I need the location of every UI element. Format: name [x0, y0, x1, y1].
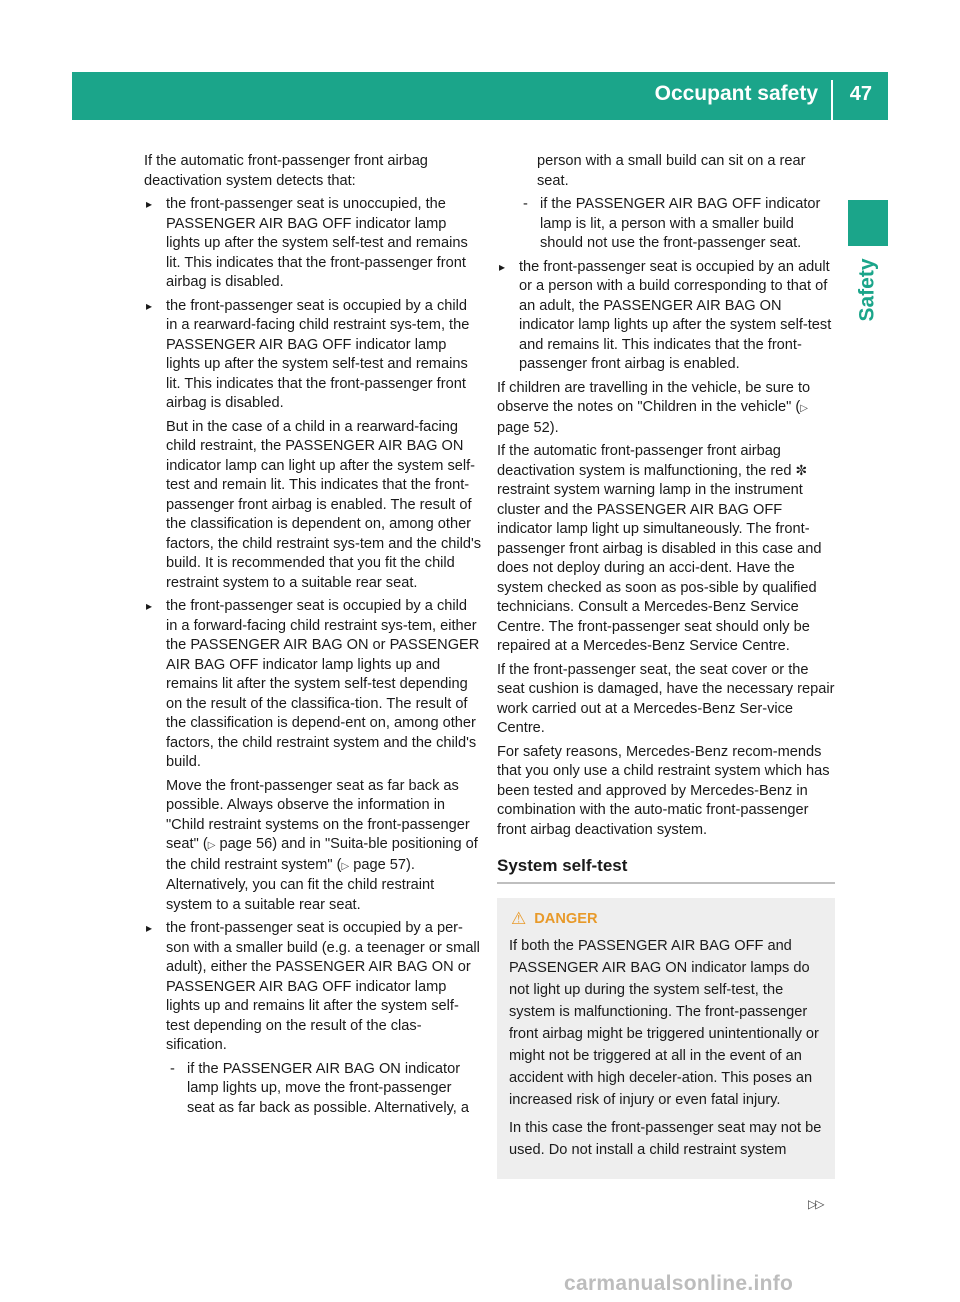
children-paragraph [497, 379, 835, 439]
paragraph-text: If the automatic front-passenger front airbag deactivation system is malfunctioning, the red [497, 443, 792, 479]
page-ref-arrow-icon: ▷ [341, 860, 350, 872]
note-text: Move the front-passenger seat as far back as possible. Always observe the information in "Child restraint systems on the front-passenger seat" ( [166, 777, 470, 852]
continue-arrows-icon: ▷▷ [808, 1197, 823, 1211]
list-item-text: ▸ the front-passenger seat is occupied by an adult or a person with a build corresponding to that of an adult, the PASSENGER AIR BAG ON indicator lamp lights up after the system self-test and remains lit. This indicates that the front-passenger front airbag is enabled. [519, 258, 832, 372]
header-bar [72, 72, 888, 120]
section-tab [850, 255, 886, 325]
page-ref-link[interactable]: page 52 [497, 419, 550, 436]
page-ref-arrow-icon: ▷ [207, 840, 216, 851]
sub-list-item: - if the PASSENGER AIR BAG OFF indicator lamp is lit, a person with a smaller build should not use the front-passenger seat. [519, 195, 835, 254]
list-item-note: But in the case of a child in a rearward-facing child restraint, the PASSENGER AIR BAG ON indicator lamp can light up after the system self-test and remain lit. This indicates that the front-passenger front airbag is enabled. The result of the classification is dependent on, among other factors, the child restraint sys-tem and the child's build. It is recommended that you fit the child restraint system to a suitable rear seat. [166, 418, 482, 591]
left-column [144, 152, 482, 1122]
danger-label: DANGER [534, 910, 598, 927]
detection-list-cont [497, 258, 835, 375]
paragraph-text: ). [549, 419, 559, 436]
danger-text: In this case the front-passenger seat may not be used. Do not install a child restraint system [509, 1120, 822, 1158]
sub-list-item-continuation: person with a small build can sit on a rear seat. [537, 153, 806, 189]
danger-text: If both the PASSENGER AIR BAG OFF and PASSENGER AIR BAG ON indicator lamps do not light up during the system self-test, the system is malfunctioning. The front-passenger front airbag might be triggered unintentionally or might not be triggered at all in the event of an accident with high deceler-ation. This poses an increased risk of injury or even fatal injury. [509, 938, 819, 1108]
list-item [497, 258, 835, 375]
list-item [144, 597, 482, 915]
list-item [144, 297, 482, 594]
list-item [144, 919, 482, 1118]
malfunction-paragraph [497, 442, 835, 657]
list-item [144, 195, 482, 293]
list-item-note [166, 777, 482, 916]
paragraph-text: restraint system warning lamp in the instrument cluster and the PASSENGER AIR BAG OFF indicator lamp light up simultaneously. The front-passenger front airbag is disabled in this case and does not deploy during an acci-dent. Have the system checked as soon as pos-sible by qualified technicians. Consult a Mercedes-Benz Service Centre. The front-passenger seat should only be repaired at a Mercedes-Benz Service Centre. [497, 482, 822, 654]
sub-list-item: - if the PASSENGER AIR BAG ON indicator lamp lights up, move the front-passenger seat as far back as possible. Alternatively, a [166, 1060, 482, 1119]
section-heading: System self-test [497, 856, 628, 875]
right-column [497, 152, 835, 1179]
section-marker [848, 200, 888, 246]
note-text: ). Alternatively, you can fit the child restraint system to a suitable rear seat. [166, 856, 435, 913]
page-ref-link[interactable]: page 56 [219, 836, 273, 852]
header-divider [831, 80, 833, 120]
note-text: ) and in "Suita-ble positioning of the child restraint system" ( [166, 836, 478, 873]
list-item-text: ▸ the front-passenger seat is occupied by a child in a forward-facing child restraint sys-tem, either the PASSENGER AIR BAG ON or PASSENGER AIR BAG OFF indicator lamp lights up and remains lit after the system self-test depending on the result of the classifica-tion. The result of the classification is depend-ent on, among other factors, the child restraint system and the child's build. [166, 598, 480, 770]
list-item-text: ▸ the front-passenger seat is occupied by a child in a rearward-facing child restraint sys-tem, the PASSENGER AIR BAG OFF indicator lamp lights up after the system self-test and remains lit. This indicates that the front-passenger front airbag is disabled. [166, 297, 470, 411]
intro-paragraph: If the automatic front-passenger front airbag deactivation system detects that: [144, 153, 428, 189]
section-divider [497, 882, 835, 884]
section-tab-label: Safety [856, 258, 879, 322]
watermark: carmanualsonline.info [564, 1272, 794, 1295]
page-title: Occupant safety [654, 82, 818, 105]
danger-box [497, 898, 835, 1180]
warning-triangle-icon: ⚠ [511, 908, 527, 929]
restraint-warning-lamp-icon: ✼ [795, 462, 808, 479]
detection-list [144, 195, 482, 1118]
paragraph-text: If children are travelling in the vehicle, be sure to observe the notes on "Children in the vehicle" ( [497, 379, 811, 415]
damage-paragraph: If the front-passenger seat, the seat cover or the seat cushion is damaged, have the necessary repair work carried out at a Mercedes-Benz Ser-vice Centre. [497, 661, 835, 736]
list-item-text: ▸ the front-passenger seat is occupied by a per-son with a smaller build (e.g. a teenager or small adult), either the PASSENGER AIR BAG ON or PASSENGER AIR BAG OFF indicator lamp lights up and remains lit after the system self-test depending on the result of the clas-sification. [166, 920, 480, 1053]
page-ref-link[interactable]: page 57 [353, 856, 407, 873]
page-number: 47 [849, 83, 872, 105]
danger-header [509, 910, 825, 930]
page-ref-arrow-icon: ▷ [800, 403, 808, 414]
list-item-text: ▸ the front-passenger seat is unoccupied, the PASSENGER AIR BAG OFF indicator lamp lights up after the system self-test and remains lit. This indicates that the front-passenger front airbag is disabled. [166, 196, 468, 290]
recommendation-paragraph: For safety reasons, Mercedes-Benz recom-mends that you only use a child restraint system which has been tested and approved by Mercedes-Benz in combination with the auto-matic front-passenger front airbag deactivation system. [497, 743, 830, 838]
